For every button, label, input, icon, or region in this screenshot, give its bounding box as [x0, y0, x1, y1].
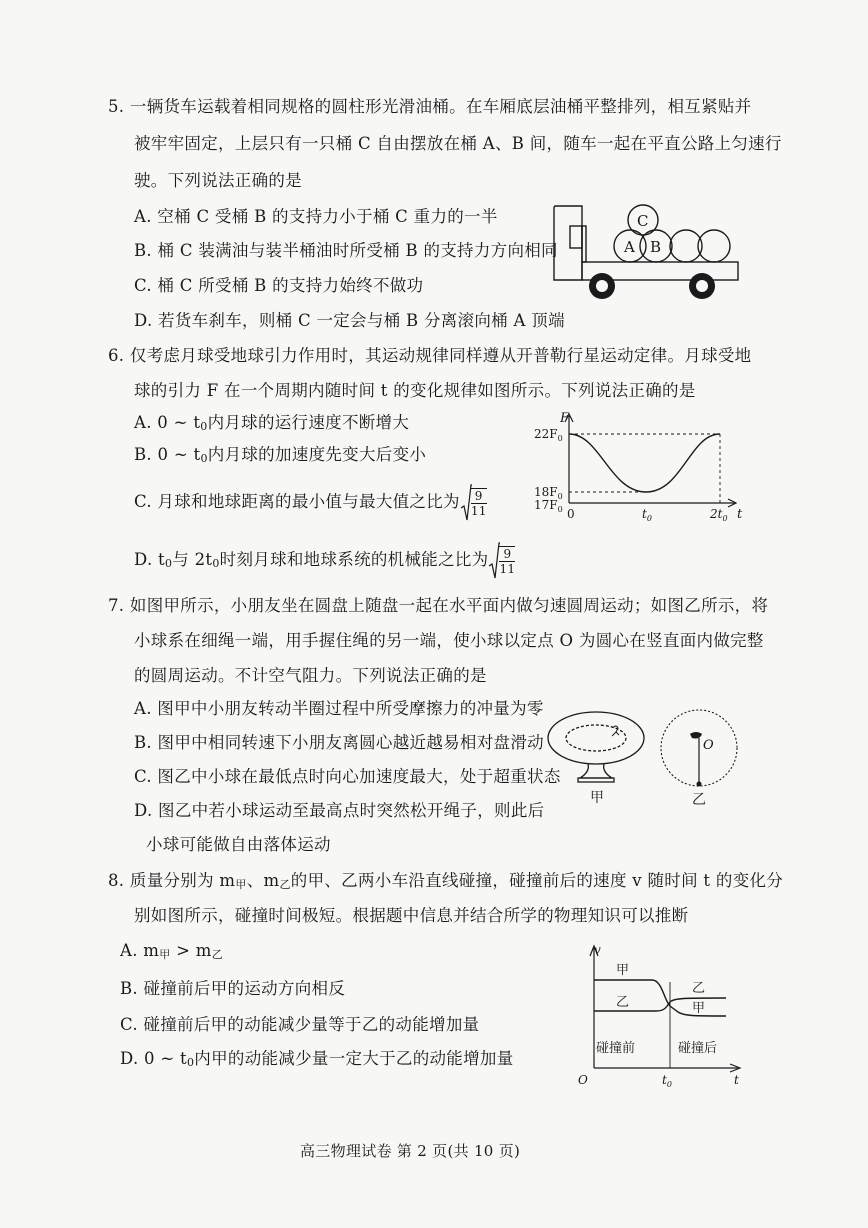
q8-option-a: A. m甲 > m乙	[120, 941, 224, 961]
graph8-origin: O	[578, 1073, 588, 1087]
velocity-time-graph	[574, 940, 744, 1088]
q6-option-b: B. 0 ~ t0内月球的加速度先变大后变小	[134, 445, 427, 465]
q7-option-d-line2: 小球可能做自由落体运动	[146, 835, 331, 854]
q5-option-d: D. 若货车刹车，则桶 C 一定会与桶 B 分离滚向桶 A 顶端	[134, 311, 565, 330]
q8-option-d: D. 0 ~ t0内甲的动能减少量一定大于乙的动能增加量	[120, 1049, 514, 1069]
graph8-yi-before: 乙	[616, 995, 630, 1010]
graph8-yi-after: 乙	[692, 981, 706, 996]
q7-option-c: C. 图乙中小球在最低点时向心加速度最大，处于超重状态	[134, 767, 561, 786]
q6-line1: 6. 仅考虑月球受地球引力作用时，其运动规律同样遵从开普勒行星运动定律。月球受地	[108, 346, 752, 365]
barrel-c-label: C	[637, 212, 649, 230]
graph6-ytick-17: $17F_0$	[534, 498, 563, 514]
q5-line3: 驶。下列说法正确的是	[134, 171, 302, 190]
q8-line1: 8. 质量分别为 m甲、m乙的甲、乙两小车沿直线碰撞，碰撞前后的速度 v 随时间 t 的变化分	[108, 871, 784, 891]
graph6-xtick-2t0: $2t_0$	[710, 507, 728, 523]
graph6-xtick-0: 0	[567, 507, 575, 521]
barrel-b-label: B	[650, 238, 662, 256]
graph6-xtick-t0: $t_0$	[642, 507, 652, 523]
graph8-x-axis: t	[734, 1073, 739, 1087]
graph6-ytick-22: $22F_0$	[534, 427, 563, 443]
vertical-circle-figure	[652, 708, 744, 808]
force-time-graph	[530, 408, 760, 530]
q7-option-d-line1: D. 图乙中若小球运动至最高点时突然松开绳子，则此后	[134, 801, 545, 820]
q6-option-a: A. 0 ~ t0内月球的运行速度不断增大	[134, 413, 410, 433]
graph6-ytick-18: $18F_0$	[534, 485, 563, 501]
q5-option-b: B. 桶 C 装满油与装半桶油时所受桶 B 的支持力方向相同	[134, 241, 558, 260]
graph6-x-axis: t	[737, 507, 743, 522]
q7-line3: 的圆周运动。不计空气阻力。下列说法正确的是	[134, 666, 487, 685]
graph8-jia-after: 甲	[692, 1001, 706, 1016]
q7-line1: 7. 如图甲所示，小朋友坐在圆盘上随盘一起在水平面内做匀速圆周运动；如图乙所示，将	[108, 596, 769, 615]
graph6-y-axis: F	[560, 411, 570, 426]
barrel-a-label: A	[624, 238, 635, 256]
fig-yi-label: 乙	[692, 792, 706, 808]
graph8-y-axis: v	[594, 943, 601, 957]
q7-option-a: A. 图甲中小朋友转动半圈过程中所受摩擦力的冲量为零	[134, 699, 544, 718]
q8-line2: 别如图所示，碰撞时间极短。根据题中信息并结合所学的物理知识可以推断	[134, 906, 689, 925]
q6-option-c: C. 月球和地球距离的最小值与最大值之比为 $\frac{9}{11}$	[134, 482, 487, 522]
page-footer: 高三物理试卷 第 2 页(共 10 页)	[300, 1142, 521, 1160]
disc-figure	[544, 708, 648, 808]
q6-option-d: D. t0与 2t0时刻月球和地球系统的机械能之比为 $\frac{9}{11}$	[134, 540, 515, 584]
point-o-label: O	[703, 738, 714, 753]
q7-option-b: B. 图甲中相同转速下小朋友离圆心越近越易相对盘滑动	[134, 733, 544, 752]
q7-line2: 小球系在细绳一端，用手握住绳的另一端，使小球以定点 O 为圆心在竖直面内做完整	[134, 631, 764, 650]
q5-option-c: C. 桶 C 所受桶 B 的支持力始终不做功	[134, 276, 424, 295]
graph8-xtick-t0: $t_0$	[662, 1073, 672, 1088]
q5-line2: 被牢牢固定，上层只有一只桶 C 自由摆放在桶 A、B 间，随车一起在平直公路上匀速行	[134, 134, 782, 153]
q6-line2: 球的引力 F 在一个周期内随时间 t 的变化规律如图所示。下列说法正确的是	[134, 381, 696, 400]
graph8-before-label: 碰撞前	[596, 1041, 636, 1056]
q8-option-b: B. 碰撞前后甲的运动方向相反	[120, 979, 346, 998]
truck-figure	[552, 196, 742, 302]
q5-line1: 5. 一辆货车运载着相同规格的圆柱形光滑油桶。在车厢底层油桶平整排列，相互紧贴并	[108, 97, 752, 116]
graph8-jia-before: 甲	[616, 963, 630, 978]
q8-option-c: C. 碰撞前后甲的动能减少量等于乙的动能增加量	[120, 1015, 480, 1034]
q5-option-a: A. 空桶 C 受桶 B 的支持力小于桶 C 重力的一半	[134, 207, 498, 226]
fig-jia-label: 甲	[590, 790, 604, 806]
graph8-after-label: 碰撞后	[678, 1041, 718, 1056]
